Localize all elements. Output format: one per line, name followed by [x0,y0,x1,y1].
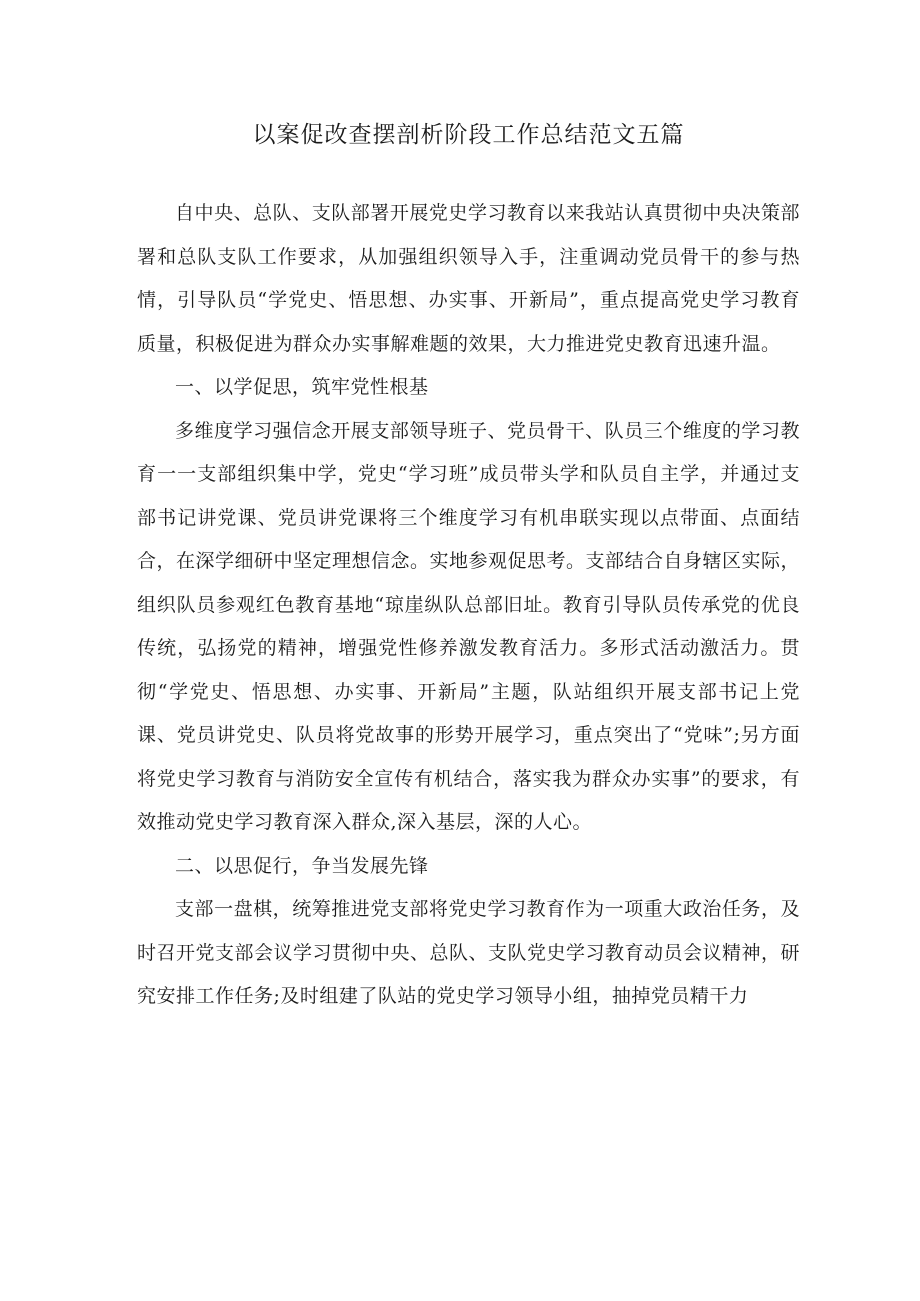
section-heading-1: 一、以学促思，筑牢党性根基 [175,376,429,398]
intro-paragraph: 自中央、总队、支队部署开展党史学习教育以来我站认真贯彻中央决策部署和总队支队工作要求，从加强组织领导入手，注重调动党员骨干的参与热情，引导队员“学党史、悟思想、办实事、开新局”，重点提高党史学习教育质量，积极促进为群众办实事解难题的效果，大力推进党史教育迅速升温。 [137,202,800,355]
document-title: 以案促改查摆剖析阶段工作总结范文五篇 [252,122,685,148]
section-2-body: 支部一盘棋，统筹推进党支部将党史学习教育作为一项重大政治任务，及时召开党支部会议学习贯彻中央、总队、支队党史学习教育动员会议精神，研究安排工作任务;及时组建了队站的党史学习领导小组，抽掉党员精干力 [137,898,801,1007]
section-1-body: 多维度学习强信念开展支部领导班子、党员骨干、队员三个维度的学习教育一一支部组织集中学，党史“学习班”成员带头学和队员自主学，并通过支部书记讲党课、党员讲党课将三个维度学习有机串联实现以点带面、点面结合，在深学细研中坚定理想信念。实地参观促思考。支部结合自身辖区实际，组织队员参观红色教育基地“琼崖纵队总部旧址。教育引导队员传承党的优良传统，弘扬党的精神，增强党性修养激发教育活力。多形式活动激活力。贯彻“学党史、悟思想、办实事、开新局”主题，队站组织开展支部书记上党课、党员讲党史、队员将党故事的形势开展学习，重点突出了“党味”;另方面将党史学习教育与消防安全宣传有机结合，落实我为群众办实事”的要求，有效推动党史学习教育深入群众,深入基层，深的人心。 [137,419,801,833]
section-heading-2: 二、以思促行，争当发展先锋 [175,854,429,877]
